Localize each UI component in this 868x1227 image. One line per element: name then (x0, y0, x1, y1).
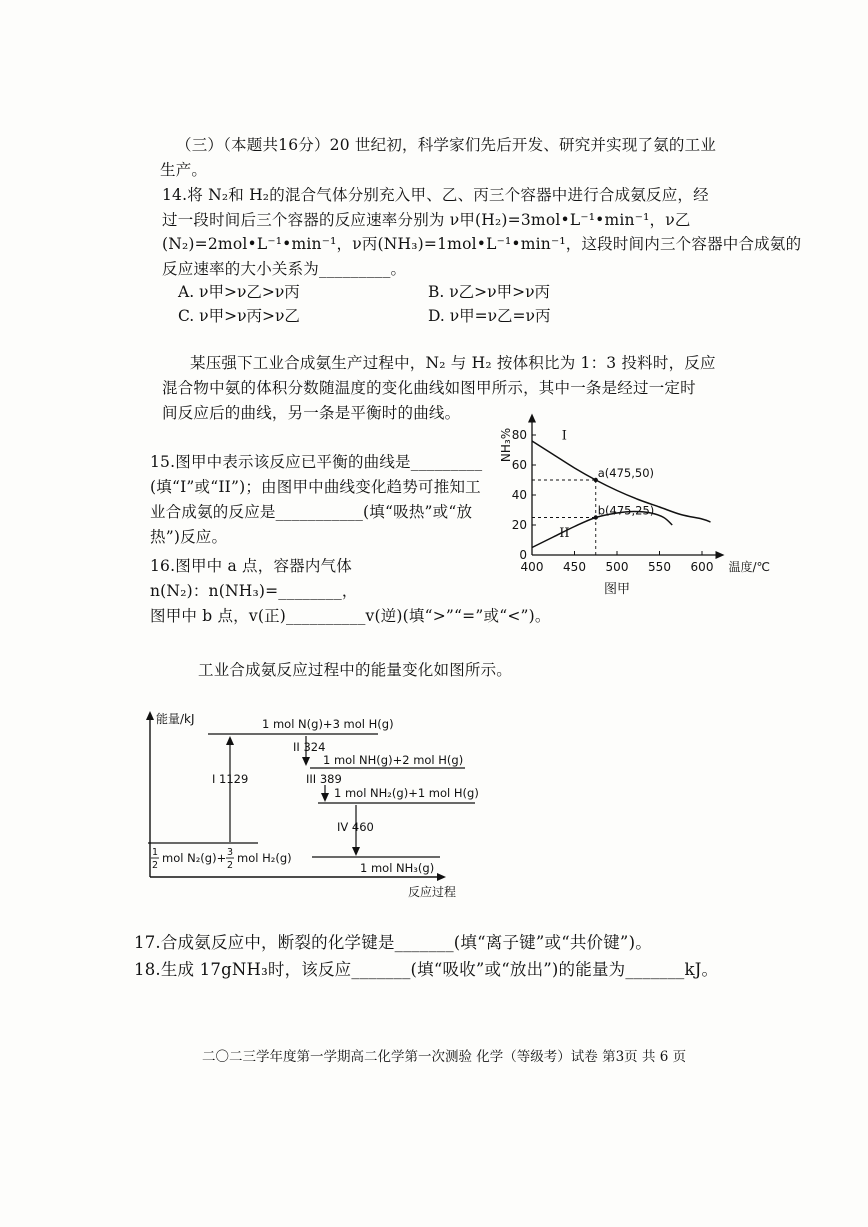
energy-y-label: 能量/kJ (156, 712, 195, 726)
reactant-frac1-den: 2 (152, 860, 159, 871)
q14-option-b: B. ν乙>ν甲>ν丙 (428, 283, 550, 301)
q17-line: 17.合成氨反应中，断裂的化学键是_______(填“离子键”或“共价键”)。 (134, 933, 652, 952)
step-I-arrowhead (226, 736, 234, 745)
q18-line: 18.生成 17gNH₃时，该反应_______(填“吸收”或“放出”)的能量为_______kJ。 (134, 960, 719, 979)
step-II-arrowhead (302, 757, 310, 766)
level-top-label: 1 mol N(g)+3 mol H(g) (262, 717, 394, 731)
q15-line1: 15.图甲中表示该反应已平衡的曲线是_________ (150, 453, 483, 471)
chart-y-tick-label: 20 (511, 518, 527, 532)
reactant-frac2-num: 3 (227, 847, 234, 858)
chart-x-tick-label: 400 (520, 560, 544, 574)
graph-intro-line1: 某压强下工业合成氨生产过程中，N₂ 与 H₂ 按体积比为 1：3 投料时，反应 (190, 354, 716, 372)
page-footer: 二〇二三学年度第一学期高二化学第一次测验 化学（等级考）试卷 第3页 共 6 页 (202, 1049, 687, 1065)
section-header-line1: （三）（本题共16分）20 世纪初，科学家们先后开发、研究并实现了氨的工业 (176, 136, 717, 154)
ammonia-fraction-chart (490, 405, 790, 600)
step-III-label: III 389 (306, 772, 342, 786)
chart-y-label: NH₃% (499, 427, 513, 463)
q14-line3: (N₂)=2mol•L⁻¹•min⁻¹，ν丙(NH₃)=1mol•L⁻¹•min⁻¹，这段时间内三个容器中合成氨的 (162, 235, 802, 253)
q14-option-c: C. ν甲>ν丙>ν乙 (178, 307, 300, 325)
q14-option-d: D. ν甲=ν乙=ν丙 (428, 307, 551, 325)
energy-diagram (140, 705, 500, 900)
step-IV-arrowhead (352, 847, 360, 856)
level-reactant-label (151, 847, 292, 871)
chart-x-axis-arrow (716, 551, 725, 559)
reactant-frac1-num: 1 (152, 847, 159, 858)
graph-intro-line2: 混合物中氨的体积分数随温度的变化曲线如图甲所示，其中一条是经过一定时 (162, 379, 696, 397)
chart-y-tick-label: 40 (511, 488, 527, 502)
energy-x-label: 反应过程 (408, 885, 457, 899)
q14-option-a: A. ν甲>ν乙>ν丙 (178, 283, 300, 301)
chart-y-tick-label: 0 (519, 548, 527, 562)
q14-line4: 反应速率的大小关系为_________。 (162, 260, 407, 278)
reactant-part1: mol N₂(g)+ (162, 851, 227, 865)
chart-x-tick-label: 450 (563, 560, 586, 574)
q16-line1: 16.图甲中 a 点，容器内气体 (150, 557, 352, 575)
step-III-arrowhead (321, 793, 329, 802)
reactant-frac2-den: 2 (227, 860, 234, 871)
chart-y-tick-label: 60 (511, 458, 527, 472)
chart-x-tick-label: 600 (690, 560, 714, 574)
graph-intro-line3: 间反应后的曲线，另一条是平衡时的曲线。 (162, 404, 461, 422)
curve-label-II: II (559, 526, 570, 541)
q15-line3: 业合成氨的反应是___________(填“吸热”或“放 (150, 503, 473, 521)
q16-line2: n(N₂)：n(NH₃)=________， (150, 582, 358, 600)
step-I-label: I 1129 (212, 772, 249, 786)
step-II-label: II 324 (293, 740, 326, 754)
q14-line1: 14.将 N₂和 H₂的混合气体分别充入甲、乙、丙三个容器中进行合成氨反应，经 (162, 186, 709, 204)
curve-label-I: I (561, 428, 567, 444)
level-3-label: 1 mol NH₂(g)+1 mol H(g) (334, 786, 479, 800)
step-IV-label: IV 460 (337, 820, 374, 834)
chart-y-axis-arrow (528, 414, 536, 423)
energy-x-axis-arrow (437, 873, 446, 881)
reactant-part2: mol H₂(g) (237, 851, 292, 865)
energy-y-axis-arrow (146, 711, 154, 720)
q14-line2: 过一段时间后三个容器的反应速率分别为 ν甲(H₂)=3mol•L⁻¹•min⁻¹，ν乙 (162, 211, 691, 229)
section-header-line2: 生产。 (160, 161, 208, 179)
level-2-label: 1 mol NH(g)+2 mol H(g) (323, 753, 464, 767)
chart-x-tick-label: 500 (605, 560, 629, 574)
energy-intro: 工业合成氨反应过程中的能量变化如图所示。 (198, 661, 513, 679)
point-label-0: a(475,50) (597, 466, 655, 480)
chart-y-tick-label: 80 (511, 428, 527, 442)
chart-x-label: 温度/℃ (728, 560, 771, 574)
point-label-1: b(475,25) (597, 503, 655, 518)
chart-title: 图甲 (603, 582, 631, 597)
q15-line2: (填“I”或“II”)；由图甲中曲线变化趋势可推知工 (150, 478, 481, 496)
q16-line3: 图甲中 b 点，v(正)__________v(逆)(填“>”“=”或“<”)。 (150, 607, 551, 625)
chart-x-tick-label: 550 (648, 560, 671, 574)
level-product-label: 1 mol NH₃(g) (360, 861, 435, 875)
q15-line4: 热”)反应。 (150, 528, 228, 546)
